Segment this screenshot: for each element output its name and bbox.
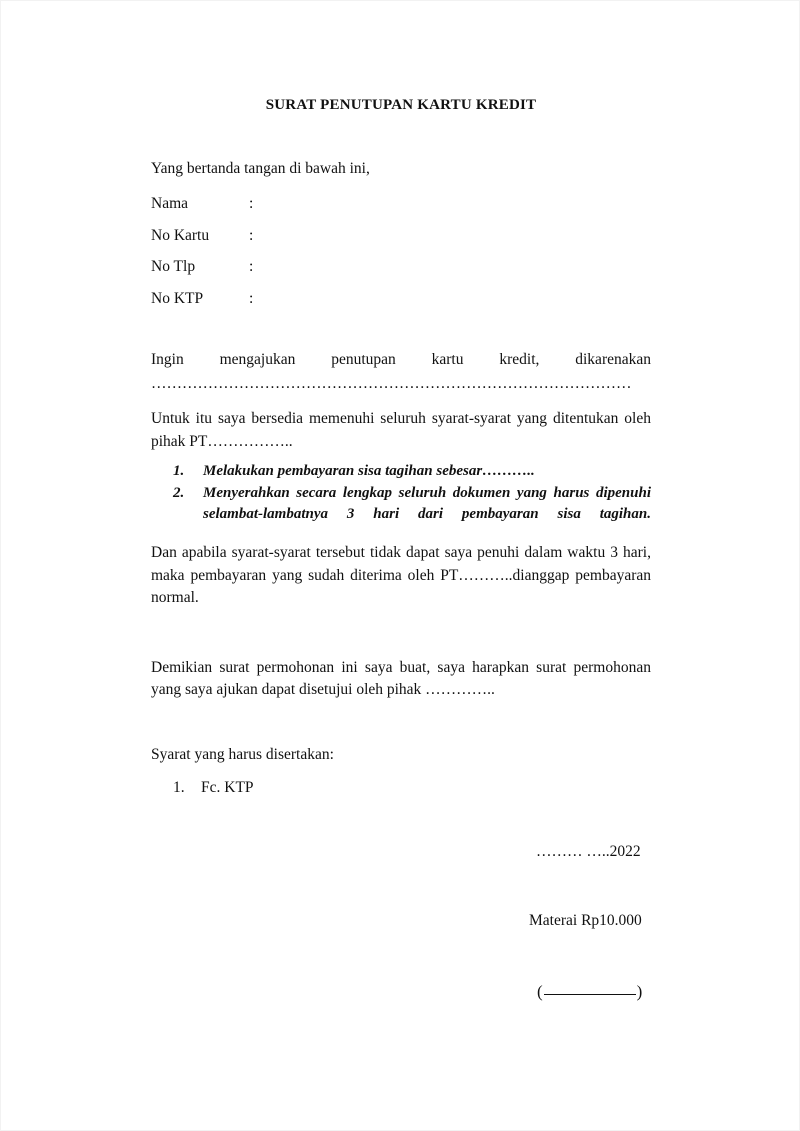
stamp-duty-note: Materai Rp10.000	[529, 912, 642, 930]
terms-item-number: 1.	[173, 463, 185, 480]
signature-date[interactable]: ……… …..2022	[536, 842, 641, 860]
requirements-item-text: Fc. KTP	[201, 778, 254, 796]
signature-block	[151, 841, 651, 1004]
willing-paragraph: Untuk itu saya bersedia memenuhi seluruh syarat-syarat yang ditentukan oleh pihak PT……………..	[151, 410, 651, 450]
request-block	[151, 349, 651, 393]
field-label-no-tlp: No Tlp	[151, 258, 196, 276]
terms-item-number: 2.	[173, 484, 185, 501]
field-label-nama: Nama	[151, 195, 189, 213]
terms-list-item	[151, 461, 651, 482]
field-colon-no-tlp: :	[249, 258, 254, 276]
signature-underline[interactable]	[544, 994, 636, 995]
field-label-no-kartu: No Kartu	[151, 226, 210, 244]
request-paragraph: Ingin mengajukan penutupan kartu kredit, dikarenakan	[151, 351, 651, 369]
requirements-item-number: 1.	[173, 778, 185, 796]
field-colon-nama: :	[249, 195, 254, 213]
request-dotted-blank[interactable]: …………………………………………………………………………………	[151, 374, 632, 392]
signature-close-paren: )	[636, 982, 643, 1002]
intro-text: Yang bertanda tangan di bawah ini,	[151, 160, 370, 177]
requirements-list-item	[151, 777, 651, 799]
signature-open-paren: (	[537, 982, 543, 1002]
field-row-no-ktp	[151, 291, 651, 307]
requirements-list	[151, 777, 651, 799]
field-row-nama	[151, 196, 651, 212]
identity-fields	[151, 196, 651, 306]
field-label-no-ktp: No KTP	[151, 289, 204, 307]
terms-list-item	[151, 483, 651, 526]
requirements-heading: Syarat yang harus disertakan:	[151, 746, 334, 764]
signature-name-line	[151, 980, 651, 1004]
field-row-no-tlp	[151, 259, 651, 275]
field-colon-no-ktp: :	[249, 289, 254, 307]
consequence-paragraph: Dan apabila syarat-syarat tersebut tidak dapat saya penuhi dalam waktu 3 hari, maka pembayaran yang sudah diterima oleh PT………..dianggap pembayaran normal.	[151, 544, 651, 607]
document-body	[151, 1, 651, 1004]
field-row-no-kartu	[151, 228, 651, 244]
field-colon-no-kartu: :	[249, 226, 254, 244]
closing-paragraph: Demikian surat permohonan ini saya buat, saya harapkan surat permohonan yang saya ajukan dapat disetujui oleh pihak …………..	[151, 658, 651, 699]
terms-list	[151, 461, 651, 525]
page-title: SURAT PENUTUPAN KARTU KREDIT	[265, 97, 537, 113]
terms-item-text: Melakukan pembayaran sisa tagihan sebesar………..	[203, 463, 535, 480]
terms-item-text: Menyerahkan secara lengkap seluruh dokumen yang harus dipenuhi selambat-lambatnya 3 hari dari pembayaran sisa tagihan.	[203, 484, 651, 522]
